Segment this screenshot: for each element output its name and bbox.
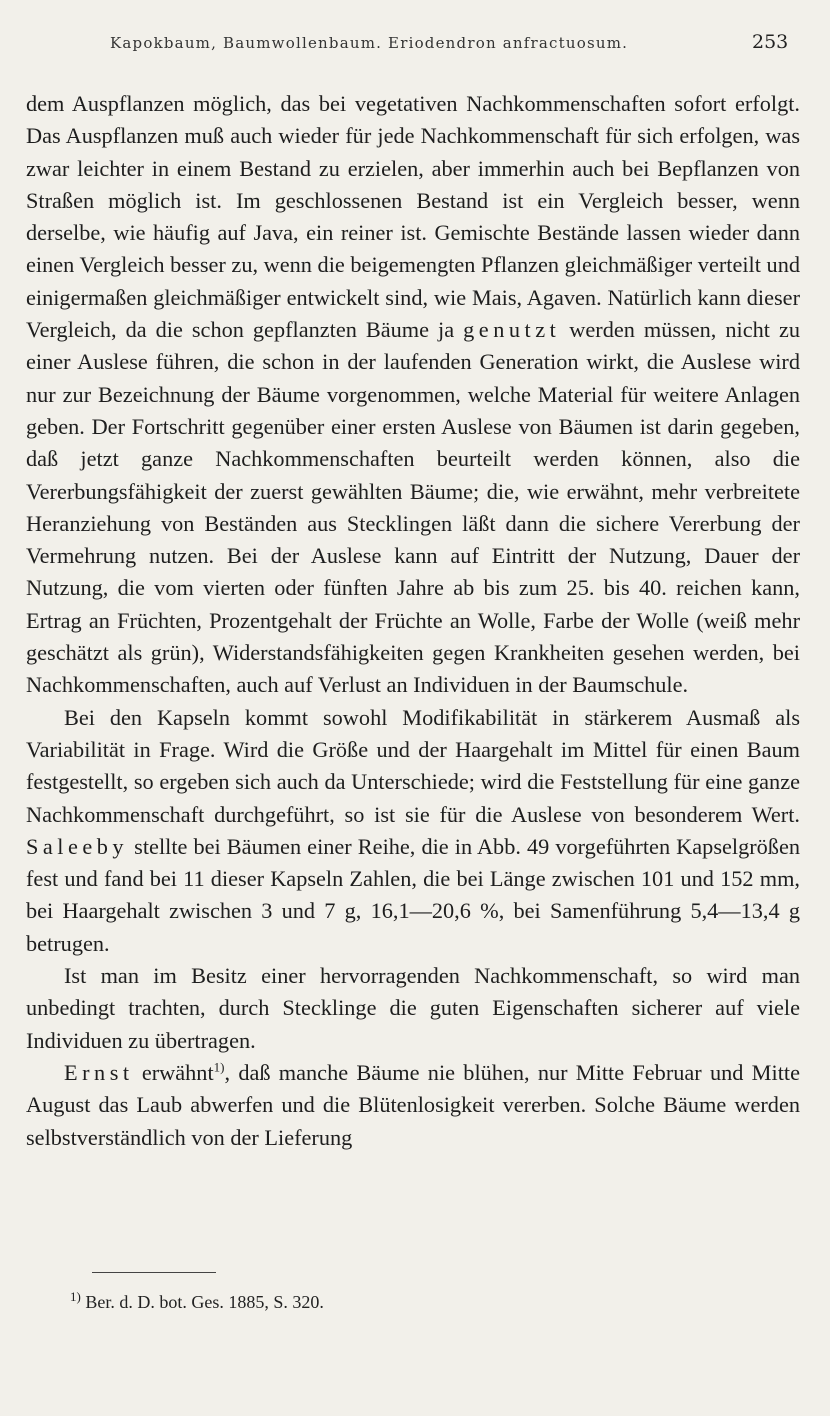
paragraph-1 xyxy=(26,88,800,702)
author-saleeby: Saleeby xyxy=(26,833,129,859)
footnote-marker: 1) xyxy=(70,1289,81,1304)
page-number: 253 xyxy=(752,31,789,53)
paragraph-4 xyxy=(26,1057,800,1154)
author-ernst: Ernst xyxy=(64,1059,134,1085)
footnote xyxy=(70,1289,324,1313)
paragraph-2-text-b: stellte bei Bäumen einer Reihe, die in Abb. 49 vorgeführten Kapselgrößen fest und fand bei 11 dieser Kapseln Zahlen, die bei Länge zwischen 101 und 152 mm, bei Haargehalt zwischen 3 und 7 g, 16,1—20,6 %, bei Samenführung 5,4—13,4 g betrugen. xyxy=(26,833,800,956)
paragraph-1-text-b: werden müssen, nicht zu einer Auslese führen, die schon in der laufenden Generation wirkt, die Auslese wird nur zur Bezeichnung der Bäume vorgenommen, welche Material für weitere Anlagen geben. Der Fortschritt gegenüber einer ersten Auslese von Bäumen ist darin gegeben, daß jetzt ganze Nachkommenschaften beurteilt werden können, also die Vererbungsfähigkeit der zuerst gewählten Bäume; die, wie erwähnt, mehr verbreitete Heranziehung von Beständen aus Stecklingen läßt dann die sichere Vererbung der Vermehrung nutzen. Bei der Auslese kann auf Eintritt der Nutzung, Dauer der Nutzung, die vom vierten oder fünften Jahre ab bis zum 25. bis 40. reichen kann, Ertrag an Früchten, Prozentgehalt der Früchte an Wolle, Farbe der Wolle (weiß mehr geschätzt als grün), Widerstandsfähigkeiten gegen Krankheiten gesehen werden, bei Nachkommenschaften, auch auf Verlust an Individuen in der Baumschule. xyxy=(26,317,801,698)
footnote-divider xyxy=(92,1272,216,1273)
paragraph-2 xyxy=(26,702,800,960)
paragraph-3 xyxy=(26,960,800,1057)
footnote-reference[interactable]: 1) xyxy=(213,1059,225,1075)
running-title: Kapokbaum, Baumwollenbaum. Eriodendron anfractuosum. xyxy=(110,34,629,52)
emphasis-genutzt: genutzt xyxy=(463,317,561,343)
paragraph-4-text-b: , daß manche Bäume nie blühen, nur Mitte Februar und Mitte August das Laub abwerfen und die Blütenlosigkeit vererben. Solche Bäume werden selbstverständlich von der Lieferung xyxy=(26,1059,800,1150)
paragraph-1-text-a: dem Auspflanzen möglich, das bei vegetativen Nachkommenschaften sofort erfolgt. Das Auspflanzen muß auch wieder für jede Nachkommenschaft für sich erfolgen, was zwar leichter in einem Bestand zu erzielen, aber immerhin auch bei Bepflanzen von Straßen möglich ist. Im geschlossenen Bestand ist ein Vergleich besser, wenn derselbe, wie häufig auf Java, ein reiner ist. Gemischte Bestände lassen wieder dann einen Vergleich besser zu, wenn die beigemengten Pflanzen gleichmäßiger verteilt und einigermaßen gleichmäßiger entwickelt sind, wie Mais, Agaven. Natürlich kann dieser Vergleich, da die schon gepflanzten Bäume ja xyxy=(26,91,800,343)
paragraph-4-text-a: erwähnt xyxy=(141,1059,214,1085)
footnote-text: Ber. d. D. bot. Ges. 1885, S. 320. xyxy=(85,1292,324,1312)
body-text xyxy=(26,88,800,1154)
paragraph-2-text-a: Bei den Kapseln kommt sowohl Modifikabilität in stärkerem Ausmaß als Variabilität in Frage. Wird die Größe und der Haargehalt im Mittel für einen Baum festgestellt, so ergeben sich auch da Unterschiede; wird die Feststellung für eine ganze Nachkommenschaft durchgeführt, so ist sie für die Auslese von besonderem Wert. xyxy=(26,704,800,827)
paragraph-3-text: Ist man im Besitz einer hervorragenden Nachkommenschaft, so wird man unbedingt trachten, durch Stecklinge die guten Eigenschaften sicherer auf viele Individuen zu übertragen. xyxy=(26,963,800,1053)
